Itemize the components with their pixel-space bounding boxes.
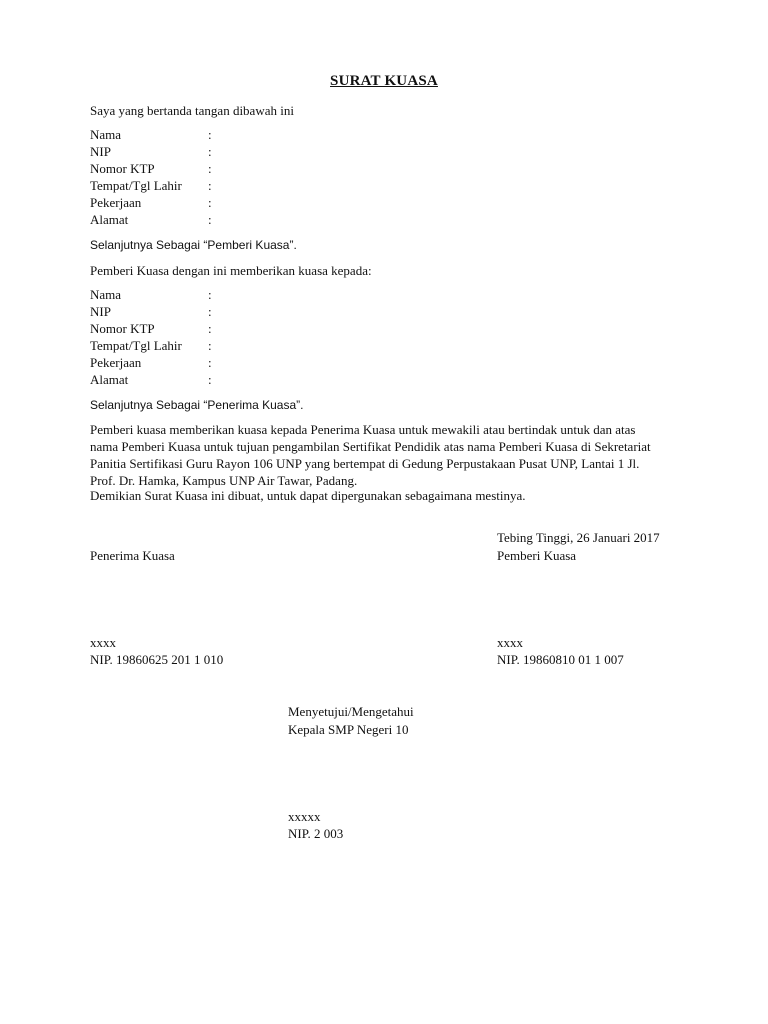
field-colon: : xyxy=(208,195,212,210)
field-label-pekerjaan: Pekerjaan xyxy=(90,195,142,210)
field-colon: : xyxy=(208,144,212,159)
body-paragraph xyxy=(90,421,690,489)
approver-name: xxxxx xyxy=(288,809,321,824)
place-date: Tebing Tinggi, 26 Januari 2017 xyxy=(497,530,660,545)
field-colon: : xyxy=(208,212,212,227)
penerima-name: xxxx xyxy=(90,635,116,650)
pemberi-note: Selanjutnya Sebagai “Pemberi Kuasa”. xyxy=(90,238,297,252)
field-label-ktp: Nomor KTP xyxy=(90,321,155,336)
field-colon: : xyxy=(208,338,212,353)
field-colon: : xyxy=(208,178,212,193)
approver-role: Kepala SMP Negeri 10 xyxy=(288,722,409,737)
approver-label: Menyetujui/Mengetahui xyxy=(288,704,414,719)
field-colon: : xyxy=(208,161,212,176)
field-label-ttl: Tempat/Tgl Lahir xyxy=(90,178,182,193)
pemberi-role: Pemberi Kuasa xyxy=(497,548,577,563)
penerima-note: Selanjutnya Sebagai “Penerima Kuasa”. xyxy=(90,398,304,412)
field-label-alamat: Alamat xyxy=(90,372,129,387)
pemberi-name: xxxx xyxy=(497,635,523,650)
field-colon: : xyxy=(208,355,212,370)
closing-text: Demikian Surat Kuasa ini dibuat, untuk dapat dipergunakan sebagaimana mestinya. xyxy=(90,488,526,503)
field-colon: : xyxy=(208,321,212,336)
field-label-alamat: Alamat xyxy=(90,212,129,227)
field-label-ttl: Tempat/Tgl Lahir xyxy=(90,338,182,353)
body-line: nama Pemberi Kuasa untuk tujuan pengambilan Sertifikat Pendidik atas nama Pemberi Kuasa di Sekretariat xyxy=(90,439,651,454)
penerima-nip: NIP. 19860625 201 1 010 xyxy=(90,652,224,667)
penerima-role: Penerima Kuasa xyxy=(90,548,175,563)
field-label-pekerjaan: Pekerjaan xyxy=(90,355,142,370)
body-line: Prof. Dr. Hamka, Kampus UNP Air Tawar, Padang. xyxy=(90,473,358,488)
field-colon: : xyxy=(208,287,212,302)
field-colon: : xyxy=(208,127,212,142)
field-label-nama: Nama xyxy=(90,127,122,142)
field-label-nip: NIP xyxy=(90,144,111,159)
transition-text: Pemberi Kuasa dengan ini memberikan kuasa kepada: xyxy=(90,263,372,278)
field-label-nip: NIP xyxy=(90,304,111,319)
body-line: Panitia Sertifikasi Guru Rayon 106 UNP yang bertempat di Gedung Perpustakaan Pusat UNP, Lantai 1 Jl. xyxy=(90,456,640,471)
intro-text: Saya yang bertanda tangan dibawah ini xyxy=(90,103,294,118)
field-colon: : xyxy=(208,372,212,387)
body-line: Pemberi kuasa memberikan kuasa kepada Penerima Kuasa untuk mewakili atau bertindak untuk dan atas xyxy=(90,422,636,437)
field-colon: : xyxy=(208,304,212,319)
field-label-nama: Nama xyxy=(90,287,122,302)
pemberi-nip: NIP. 19860810 01 1 007 xyxy=(497,652,624,667)
letter-title: SURAT KUASA xyxy=(330,73,438,89)
approver-nip: NIP. 2 003 xyxy=(288,826,344,841)
field-label-ktp: Nomor KTP xyxy=(90,161,155,176)
